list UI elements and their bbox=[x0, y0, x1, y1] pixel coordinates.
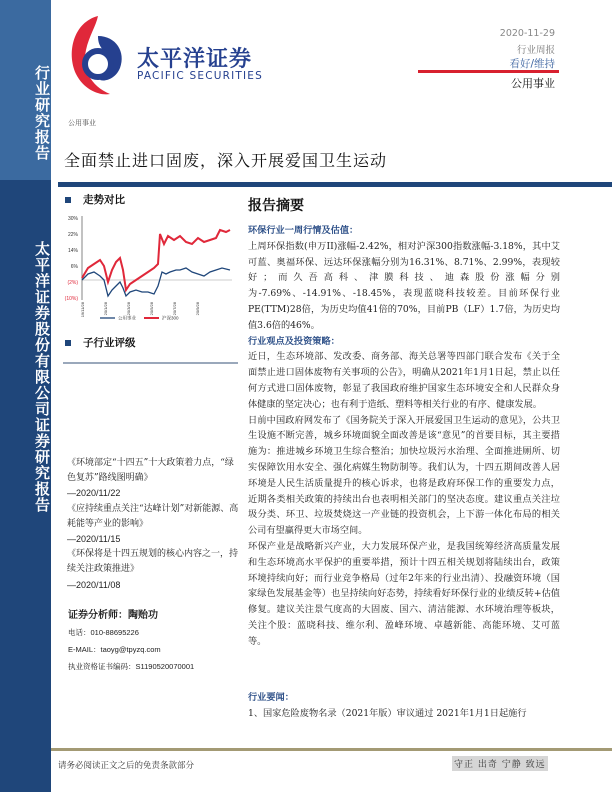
related-report-date: —2020/11/08 bbox=[67, 579, 121, 590]
related-report-title[interactable]: 《应持续重点关注“达峰计划”对新能源、高耗能等产业的影响》 bbox=[67, 503, 239, 529]
bullet-square-icon bbox=[65, 197, 71, 203]
sidebar-company-label: 太平洋证券股份有限公司证券研究报告 bbox=[33, 241, 51, 513]
svg-text:20/5/28: 20/5/28 bbox=[149, 302, 154, 316]
svg-text:22%: 22% bbox=[67, 232, 78, 238]
footer-divider bbox=[51, 748, 612, 751]
trend-chart bbox=[60, 210, 240, 330]
legend-utilities: 公用事业 bbox=[118, 315, 136, 321]
related-report-title[interactable]: 《环保将是十四五规划的核心内容之一，持续关注政策推进》 bbox=[67, 549, 239, 575]
header-sector: 公用事业 bbox=[511, 77, 555, 90]
pacific-logo-icon bbox=[64, 12, 134, 98]
bullet-square-icon bbox=[65, 340, 71, 346]
paragraph-strategy-2: 日前中国政府网发布了《国务院关于深入开展爱国卫生运动的意见》，公共卫生设施不断完善，城乡环境面貌全面改善是该“意见”的首要目标，其主要措施为：推进城乡环境卫生综合整治；加快垃圾污水治理、全面推进厕所、切实保障饮用水安全、强化病媒生物防制等。我们认为，十四五期间改善人居环境是人民生活质量提升的核心诉求，也将是政府环保工作的重要发力点，近期各类相关政策的持续出台也表明相关部门的坚决态度。建议重点关注垃圾分类、环卫、垃圾焚烧这一产业链的投资机会，上下游一体化布局的相关公司有望赢得更大市场空间。 bbox=[248, 414, 560, 537]
analyst-license: 执业资格证书编码：S1190520070001 bbox=[68, 662, 195, 671]
company-logo bbox=[64, 12, 264, 98]
summary-body bbox=[248, 223, 560, 650]
related-report-date: —2020/11/15 bbox=[67, 534, 121, 545]
analyst-name: 证券分析师：陶贻功 bbox=[68, 610, 158, 621]
industry-news bbox=[248, 690, 560, 722]
svg-text:(2%): (2%) bbox=[67, 280, 78, 286]
section-heading-strategy: 行业观点及投资策略： bbox=[248, 335, 340, 347]
analyst-email[interactable]: E-MAIL：taoyg@tpyzq.com bbox=[68, 645, 161, 654]
svg-text:(10%): (10%) bbox=[64, 296, 78, 302]
related-report-date: —2020/11/22 bbox=[67, 488, 121, 499]
svg-text:20/3/28: 20/3/28 bbox=[126, 302, 131, 316]
footer-motto: 守正 出奇 宁静 致远 bbox=[452, 756, 548, 771]
svg-text:30%: 30% bbox=[67, 216, 78, 222]
analyst-info bbox=[68, 606, 243, 678]
page-title: 全面禁止进口固废，深入开展爱国卫生运动 bbox=[64, 151, 388, 170]
sidebar bbox=[0, 0, 51, 792]
related-reports bbox=[67, 456, 239, 593]
summary-title: 报告摘要 bbox=[248, 198, 304, 214]
analyst-phone: 电话：010-88695226 bbox=[68, 628, 139, 637]
related-report-2[interactable] bbox=[67, 502, 239, 548]
sub-rating-divider bbox=[63, 362, 238, 364]
logo-name-en: PACIFIC SECURITIES bbox=[137, 70, 264, 82]
paragraph-strategy-1: 近日，生态环境部、发改委、商务部、海关总署等四部门联合发布《关于全面禁止进口固体废物有关事项的公告》，明确从2021年1月1日起，禁止以任何方式进口固体废物，彰显了我国政府维护国家生态环境安全和人民群众身体健康的坚定决心；也有利于造纸、塑料等相关行业的有序、健康发展。 bbox=[248, 351, 560, 410]
svg-text:20/1/28: 20/1/28 bbox=[103, 302, 108, 316]
sub-rating-heading bbox=[65, 335, 136, 350]
header-divider bbox=[418, 70, 559, 73]
logo-name-cn: 太平洋证券 bbox=[137, 47, 253, 72]
svg-text:20/9/28: 20/9/28 bbox=[195, 302, 200, 316]
title-divider bbox=[58, 182, 612, 187]
related-report-3[interactable] bbox=[67, 547, 239, 593]
news-heading: 行业要闻： bbox=[248, 692, 294, 703]
legend-hs300: 沪深300 bbox=[162, 315, 179, 321]
paragraph-strategy-3: 环保产业是战略新兴产业，大力发展环保产业，是我国统筹经济高质量发展和生态环境高水平保护的重要举措，预计十四五相关规划将陆续出台，政策环境持续向好；而行业竞争格局（过年2年来的行业出清）、投融资环境（国家绿色发展基金等）也呈持续向好态势，持续看好环保行业的业绩反转+估值修复。建议关注景气度高的大固废、国六、清洁能源、水环境治理等板块，关注个股：蓝晓科技、维尔利、盈峰环境、卓越新能、高能环境、艾可蓝等。 bbox=[248, 540, 560, 647]
svg-text:19/11/28: 19/11/28 bbox=[80, 302, 85, 318]
sub-sector-label: 公用事业 bbox=[68, 119, 96, 127]
svg-text:6%: 6% bbox=[70, 264, 78, 270]
trend-heading bbox=[65, 192, 125, 207]
related-report-1[interactable] bbox=[67, 456, 239, 502]
sidebar-report-category: 行业研究报告 bbox=[33, 65, 51, 161]
related-report-title[interactable]: 《环境部定“十四五”十大政策着力点，“绿色复苏”路线图明确》 bbox=[67, 458, 234, 484]
svg-text:20/7/28: 20/7/28 bbox=[172, 302, 177, 316]
trend-heading-text: 走势对比 bbox=[83, 194, 125, 206]
svg-text:14%: 14% bbox=[67, 248, 78, 254]
report-date: 2020-11-29 bbox=[499, 28, 555, 39]
section-heading-market: 环保行业一周行情及估值： bbox=[248, 225, 359, 236]
news-item: 1、国家危险废物名录（2021年版）审议通过 2021年1月1日起施行 bbox=[248, 707, 527, 719]
report-type: 行业周报 bbox=[516, 45, 555, 56]
footer-disclaimer: 请务必阅读正文之后的免责条款部分 bbox=[58, 761, 195, 771]
rating-badge: 看好/维持 bbox=[509, 58, 555, 70]
sub-rating-heading-text: 子行业评级 bbox=[83, 337, 136, 349]
paragraph-market: 上周环保指数(申万II)涨幅-2.42%，相对沪深300指数涨幅-3.18%，其中艾可蓝、奥福环保、远达环保涨幅分别为16.31%、8.71%、2.99%，表现较好；而久吾高科、津膜科技、迪森股份涨幅分别为-7.69%、-14.91%、-18.45%，表现蓝晓科技较差。目前环保行业PE(TTM)28倍，为历史均值41倍的70%，目前PB（LF）1.7倍，为历史均值3.6倍的46%。 bbox=[248, 240, 560, 331]
